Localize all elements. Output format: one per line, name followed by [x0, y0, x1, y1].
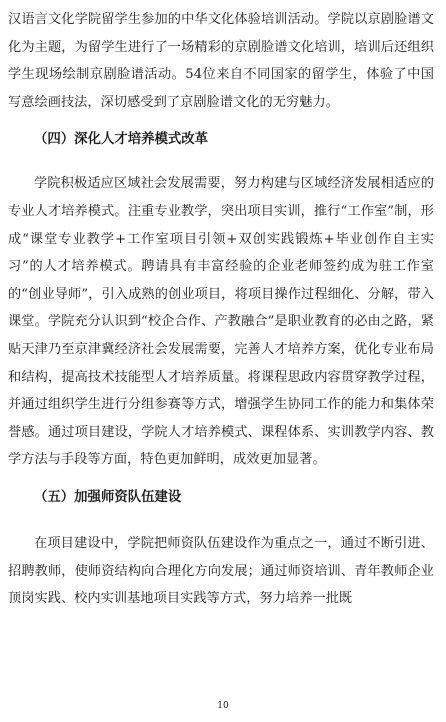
page-content	[8, 6, 434, 613]
intro-paragraph: 汉语言文化学院留学生参加的中华文化体验培训活动。学院以京剧脸谱文化为主题，为留学生进行了一场精彩的京剧脸谱文化培训，培训后还组织学生现场绘制京剧脸谱活动。54位来自不同国家的留学生，体验了中国写意绘画技法，深切感受到了京剧脸谱文化的无穷魅力。	[8, 12, 434, 110]
section-heading-4: （四）深化人才培养模式改革	[34, 132, 209, 148]
section-heading-5: （五）加强师资队伍建设	[34, 489, 182, 505]
section-4-paragraph: 学院积极适应区域社会发展需要，努力构建与区域经济发展相适应的专业人才培养模式。注重专业教学，突出项目实训，推行“工作室”制，形成“课堂专业教学+工作室项目引领+双创实践锻炼+毕业创作自主实习”的人才培养模式。聘请具有丰富经验的企业老师签约成为驻工作室的“创业导师”，引入成熟的创业项目，将项目操作过程细化、分解，带入课堂。学院充分认识到“校企合作、产教融合”是职业教育的必由之路，紧贴天津乃至京津冀经济社会发展需要，完善人才培养方案，优化专业布局和结构，提高技术技能型人才培养质量。将课程思政内容贯穿教学过程，并通过组织学生进行分组参赛等方式，增强学生协同工作的能力和集体荣誉感。通过项目建设，学院人才培养模式、课程体系、实训教学内容、教学方法与手段等方面，特色更加鲜明，成效更加显著。	[8, 176, 434, 468]
section-5-paragraph: 在项目建设中，学院把师资队伍建设作为重点之一，通过不断引进、招聘教师，使师资结构向合理化方向发展；通过师资培训、青年教师企业顶岗实践、校内实训基地项目实践等方式，努力培养一批既	[8, 535, 434, 607]
page-number: 10	[217, 701, 229, 711]
